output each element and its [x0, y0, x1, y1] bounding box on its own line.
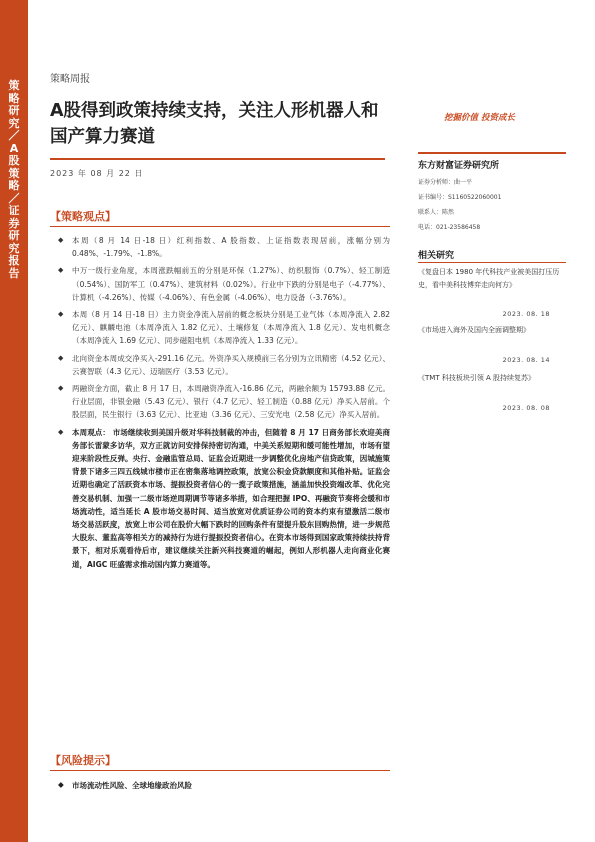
company-divider [418, 152, 566, 154]
related-item[interactable]: 《复盘日本 1980 年代科技产业被美国打压历史，看中美科技博弈走向何方》 [418, 268, 560, 289]
bullet-text: 本周（8 月 14 日-18 日）主力资金净流入居前的概念板块分别是工业气体（本周净流入 2.82 亿元）、麒麟电池（本周净流入 1.82 亿元）、土壤修复（本周净流入 1.8 亿元）、发电机概念（本周净流入 1.69 亿元）、同步磁阻电机（本周净流入 1.33 亿元）。 [72, 310, 390, 346]
list-item [50, 308, 390, 348]
company-name: 东方财富证券研究所 [418, 161, 500, 171]
diamond-bullet-icon: ◆ [58, 353, 64, 362]
contact-name: 联系人：陈然 [418, 209, 455, 216]
related-research-title: 相关研究 [418, 251, 455, 261]
diamond-bullet-icon: ◆ [58, 384, 64, 393]
list-item [50, 426, 390, 571]
contact-phone: 电话：021-23586458 [418, 224, 481, 231]
diamond-bullet-icon: ◆ [58, 236, 64, 244]
list-item [50, 234, 390, 260]
bullet-text: 本周（8 月 14 日-18 日）红利指数、A 股指数、上证指数表现居前，涨幅分别为 0.48%、-1.79%、-1.8%。 [72, 236, 390, 259]
report-date: 2023 年 08 月 22 日 [50, 169, 144, 178]
analyst-name: 证券分析师：曲一平 [418, 179, 473, 186]
bullet-text: 北向资金本周成交净买入-291.16 亿元。外资净买入规模前三名分别为立讯精密（4.52 亿元）、云赛智联（4.3 亿元）、迈瑞医疗（3.53 亿元）。 [72, 353, 390, 376]
risk-section-header [50, 752, 390, 771]
list-item [50, 264, 390, 304]
related-item[interactable]: 《市场进入海外及国内全面调整期》 [418, 326, 530, 334]
diamond-bullet-icon: ◆ [58, 310, 64, 319]
list-item [50, 382, 390, 422]
diamond-bullet-icon: ◆ [58, 427, 64, 436]
related-item[interactable]: 《TMT 科技板块引领 A 股持续复苏》 [418, 374, 536, 382]
diamond-bullet-icon: ◆ [58, 780, 64, 789]
risk-item [50, 780, 412, 791]
related-divider [418, 262, 566, 263]
related-date: 2023. 08. 08 [502, 404, 550, 412]
slogan: 挖掘价值 投资成长 [444, 113, 515, 123]
risk-text: 市场流动性风险、全球地缘政治风险 [72, 781, 192, 790]
related-date: 2023. 08. 14 [502, 356, 550, 364]
sidebar-label: 策略研究／A股策略／证券研究报告 [8, 79, 20, 280]
analyst-cert: 证书编号：S1160522060001 [418, 194, 502, 201]
page-title: A股得到政策持续支持，关注人形机器人和国产算力赛道 [50, 101, 379, 147]
bullet-text: 本周观点： 市场继续收到美国升级对华科技制裁的冲击，但随着 8 月 17 日商务部长欢迎美商务部长雷蒙多访华，双方正就访问安排保持密切沟通，中美关系短期和缓可能性增加，市场有望迎来阶段性反弹。央行、金融监管总局、证监会近期进一步调整优化房地产信贷政策，因城施策背景下诸多三四五线城市楼市正在密集落地调控政策，放宽公积金贷款额度和其他补贴。证监会近期也确定了活跃资本市场、提振投资者信心的一揽子政策措施，涵盖加快投资端改革、优化完善交易机制、加强一二级市场逆周期调节等诸多举措，如合理把握 IPO、再融资节奏将会缓和市场流动性，适当延长 A 股市场交易时间、适当放宽对优质证券公司的资本约束有望激活二级市场交易活跃度，放宽上市公司在股价大幅下跌时的回购条件有望提升股东回购热情，进一步规范大股东、董监高等相关方的减持行为进行提振投资者信心。在资本市场得到国家政策持续扶持背景下，相对乐观看待后市，建议继续关注新兴科技赛道的崛起，例如人形机器人走向商业化赛道，AIGC 旺盛需求推动国内算力赛道等。 [72, 427, 390, 569]
title-divider [50, 158, 385, 160]
strategy-bullet-list [50, 234, 390, 575]
list-item [50, 352, 390, 378]
bullet-text: 中万一级行业角度，本周涨跌幅前五的分别是环保（1.27%）、纺织服饰（0.7%）、轻工制造（0.54%）、国防军工（0.47%）、建筑材料（0.02%）。行业中下跌的分别是电子（-4.77%）、计算机（-4.26%）、传媒（-4.06%）、有色金属（-4.06%）、电力设备（-3.76%）。 [72, 266, 390, 302]
risk-section-title: 【风险提示】 [50, 754, 116, 767]
bullet-text: 两融资金方面，截止 8 月 17 日，本周融资净流入-16.86 亿元，两融余额为 15793.88 亿元。行业层面，非银金融（5.43 亿元）、银行（4.7 亿元）、轻工制造（0.88 亿元）净买入居前。个股层面，民生银行（3.63 亿元）、比亚迪（3.36 亿元）、三安光电（2.58 亿元）净买入居前。 [72, 384, 390, 420]
report-type: 策略周报 [50, 74, 90, 85]
strategy-section-title: 【策略观点】 [50, 210, 116, 223]
diamond-bullet-icon: ◆ [58, 266, 64, 275]
strategy-section-header [50, 208, 390, 227]
related-date: 2023. 08. 18 [502, 310, 550, 318]
sidebar [0, 0, 28, 842]
